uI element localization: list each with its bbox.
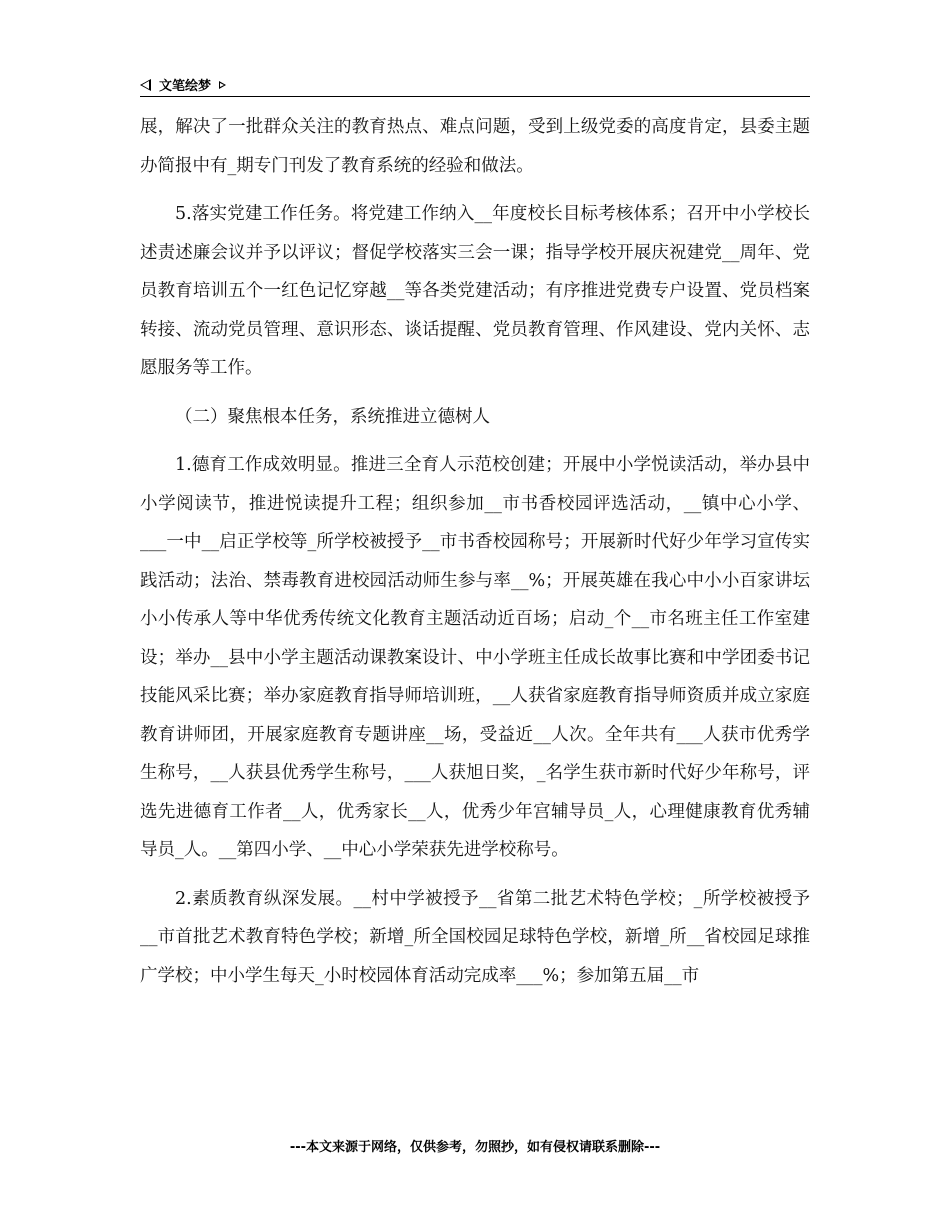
paragraph-moral-education: 1.德育工作成效明显。推进三全育人示范校创建；开展中小学悦读活动，举办县中小学阅读节，推进悦读提升工程；组织参加__市书香校园评选活动，__镇中心小学、___一中__启正学校等_所学校被授予__市书香校园称号；开展新时代好少年学习宣传实践活动；法治、禁毒教育进校园活动师生参与率__%；开展英雄在我心中小小百家讲坛小小传承人等中华优秀传统文化教育主题活动近百场；启动_个__市名班主任工作室建设；举办__县中小学主题活动课教案设计、中小学班主任成长故事比赛和中学团委书记技能风采比赛；举办家庭教育指导师培训班，__人获省家庭教育指导师资质并成立家庭教育讲师团，开展家庭教育专题讲座__场，受益近__人次。全年共有___人获市优秀学生称号，__人获县优秀学生称号，___人获旭日奖，_名学生获市新时代好少年称号，评选先进德育工作者__人，优秀家长__人，优秀少年宫辅导员_人，心理健康教育优秀辅导员_人。__第四小学、__中心小学荣获先进学校称号。 [140,455,810,860]
page-footer-notice: ---本文来源于网络，仅供参考，勿照抄，如有侵权请联系删除--- [289,1140,661,1155]
paragraph-quality-education: 2.素质教育纵深发展。__村中学被授予__省第二批艺术特色学校；_所学校被授予__市首批艺术教育特色学校；新增_所全国校园足球特色学校，新增_所__省校园足球推广学校；中小学生每天_小时校园体育活动完成率___%；参加第五届__市 [140,888,810,986]
brand-name: 文笔绘梦 [159,79,212,94]
paragraph-party-building: 5.落实党建工作任务。将党建工作纳入__年度校长目标考核体系；召开中小学校长述责述廉会议并予以评议；督促学校落实三会一课；指导学校开展庆祝建党__周年、党员教育培训五个一红色记忆穿越__等各类党建活动；有序推进党费专户设置、党员档案转接、流动党员管理、意识形态、谈话提醒、党员教育管理、作风建设、党内关怀、志愿服务等工作。 [140,204,810,378]
brand-logo [140,75,226,94]
triangle-left-icon [140,79,151,91]
triangle-right-icon [219,81,226,89]
paragraph-continuation: 展，解决了一批群众关注的教育热点、难点问题，受到上级党委的高度肯定，县委主题办简报中有_期专门刊发了教育系统的经验和做法。 [140,117,810,176]
document-body [140,108,810,1005]
section-heading: （二）聚焦根本任务，系统推进立德树人 [175,406,490,427]
page-header [140,72,810,97]
